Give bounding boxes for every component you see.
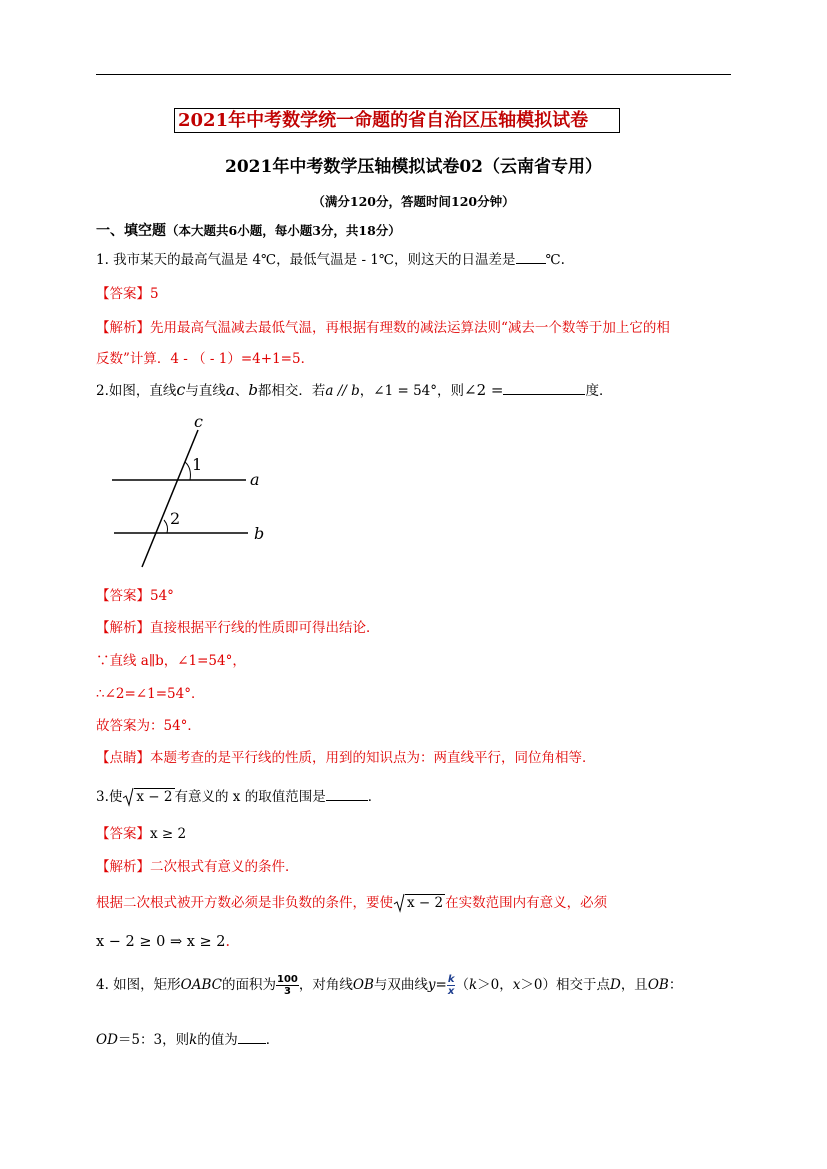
- label-b: b: [254, 524, 265, 543]
- segment-ob: OB: [647, 977, 669, 993]
- question-2-unit: 度．: [585, 383, 613, 399]
- diagonal-ob: OB: [352, 977, 374, 993]
- var-c: c: [176, 380, 186, 399]
- angle-1-arc: [185, 462, 190, 480]
- question-4-text-b: 的面积为: [222, 977, 276, 993]
- header-rule: [96, 74, 731, 75]
- q2-step-2: ∴∠2=∠1=54°．: [96, 686, 205, 702]
- var-y: y: [427, 977, 436, 993]
- radical-icon: [393, 893, 405, 913]
- angle-2-arc: [164, 520, 168, 533]
- answer-value: 5: [150, 286, 159, 302]
- question-4-line2: [96, 1028, 279, 1048]
- analysis-text: 先用最高气温减去最低气温，再根据有理数的减法运算法则“减去一个数等于加上它的相: [150, 320, 670, 336]
- question-4-text-e: ，且: [620, 977, 648, 993]
- question-3: [96, 785, 381, 805]
- section-heading: [96, 220, 401, 240]
- answer-blank: [326, 800, 368, 801]
- question-1: [96, 248, 565, 268]
- label-2: 2: [170, 509, 181, 528]
- var-k: k: [468, 977, 478, 993]
- analysis-text: 二次根式有意义的条件．: [150, 859, 299, 875]
- comment-text: 本题考查的是平行线的性质，用到的知识点为：两直线平行，同位角相等．: [150, 750, 596, 766]
- comment-label: 【点睛】: [96, 750, 150, 766]
- question-4: [96, 973, 682, 997]
- question-3-end: ．: [367, 789, 382, 805]
- question-4-text-f: 的值为: [197, 1032, 238, 1048]
- q2-analysis: [96, 616, 380, 636]
- label-a: a: [250, 470, 260, 489]
- area-fraction: [276, 974, 299, 997]
- fraction-denominator: 3: [283, 986, 291, 997]
- analysis-label: 【解析】: [96, 320, 150, 336]
- separator: 、: [234, 383, 249, 399]
- answer-blank: [516, 263, 546, 264]
- answer-blank: [238, 1043, 266, 1044]
- angle-1-expr: ∠1 = 54°: [373, 383, 438, 399]
- sqrt-expression: [393, 895, 445, 911]
- question-1-text: 1. 我市某天的最高气温是 4℃，最低气温是 - 1℃，则这天的日温差是: [96, 252, 516, 268]
- reason-text-b: 在实数范围内有意义，必须: [445, 895, 608, 911]
- fraction-numerator: k: [447, 974, 455, 985]
- question-4-text: 4. 如图，矩形: [96, 977, 181, 993]
- sqrt-expression: [122, 789, 174, 805]
- condition-2: ＞0）相交于点: [520, 977, 610, 993]
- analysis-label: 【解析】: [96, 620, 150, 636]
- answer-blank: [503, 394, 585, 395]
- question-2: [96, 379, 612, 399]
- radicand: x − 2: [407, 895, 444, 911]
- comma: ，: [359, 383, 374, 399]
- question-4-text-d: 与双曲线: [373, 977, 428, 993]
- var-x: x: [512, 977, 521, 993]
- question-2-text-d: ，则: [437, 383, 465, 399]
- fraction-denominator: x: [447, 986, 455, 997]
- q3-conclusion: [96, 930, 240, 951]
- q3-analysis: [96, 855, 299, 875]
- var-b: b: [248, 381, 258, 399]
- equals: =: [435, 977, 447, 993]
- condition-1: ＞0，: [477, 977, 513, 993]
- radicand: x − 2: [136, 789, 173, 805]
- var-k: k: [189, 1032, 198, 1048]
- parallel-lines-figure: [100, 410, 280, 570]
- q3-reason: [96, 891, 607, 911]
- question-1-unit: ℃.: [545, 252, 565, 268]
- section-note: （本大题共6小题，每小题3分，共18分）: [166, 223, 401, 238]
- rect-name: OABC: [180, 977, 222, 993]
- answer-label: 【答案】: [96, 826, 150, 842]
- question-4-text-c: ，对角线: [298, 977, 353, 993]
- q2-step-1: ∵直线 a∥b，∠1=54°，: [96, 653, 246, 669]
- angle-2-expr: ∠2 =: [464, 381, 504, 399]
- label-1: 1: [192, 455, 203, 474]
- label-c: c: [194, 412, 203, 431]
- analysis-label: 【解析】: [96, 859, 150, 875]
- paper-subtitle: （满分120分，答题时间120分钟）: [312, 194, 515, 209]
- radical-icon: [122, 787, 134, 807]
- question-2-text-b: 与直线: [185, 383, 226, 399]
- section-title: 一、填空题: [96, 223, 166, 239]
- colon: ：: [668, 977, 683, 993]
- answer-value: 54°: [150, 588, 174, 604]
- answer-label: 【答案】: [96, 286, 150, 302]
- q2-step-3: 故答案为：54°．: [96, 718, 201, 734]
- answer-label: 【答案】: [96, 588, 150, 604]
- series-banner: 2021年中考数学统一命题的省自治区压轴模拟试卷: [174, 108, 620, 133]
- q1-analysis-line1: [96, 316, 670, 336]
- line-c: [142, 430, 198, 567]
- question-4-end: ．: [265, 1032, 280, 1048]
- q2-answer: [96, 584, 174, 604]
- var-a: a: [225, 381, 235, 399]
- question-2-text-c: 都相交．若: [257, 383, 326, 399]
- segment-od: OD: [96, 1032, 118, 1048]
- q2-comment: [96, 746, 596, 766]
- conclusion-expr: x − 2 ≥ 0 ⇒ x ≥ 2: [96, 934, 226, 950]
- paren-open: （: [455, 977, 469, 993]
- point-d: D: [609, 977, 621, 993]
- question-2-text: 2.如图，直线: [96, 383, 177, 399]
- parallel-expr: a // b: [325, 383, 360, 399]
- q1-answer: [96, 282, 159, 302]
- conclusion-end: ．: [225, 934, 241, 950]
- question-3-text: 3.使: [96, 789, 123, 805]
- paper-title: 2021年中考数学压轴模拟试卷02（云南省专用）: [225, 157, 602, 177]
- fraction-numerator: 100: [277, 974, 298, 985]
- reason-text: 根据二次根式被开方数必须是非负数的条件，要使: [96, 895, 393, 911]
- question-3-text-b: 有意义的 x 的取值范围是: [174, 789, 326, 805]
- answer-value: x ≥ 2: [150, 826, 187, 842]
- q3-answer: [96, 822, 186, 842]
- analysis-text: 直接根据平行线的性质即可得出结论．: [150, 620, 380, 636]
- q1-analysis-line2: 反数”计算．4 - （ - 1）=4+1=5．: [96, 351, 315, 367]
- ratio-text: ＝5：3，则: [117, 1032, 190, 1048]
